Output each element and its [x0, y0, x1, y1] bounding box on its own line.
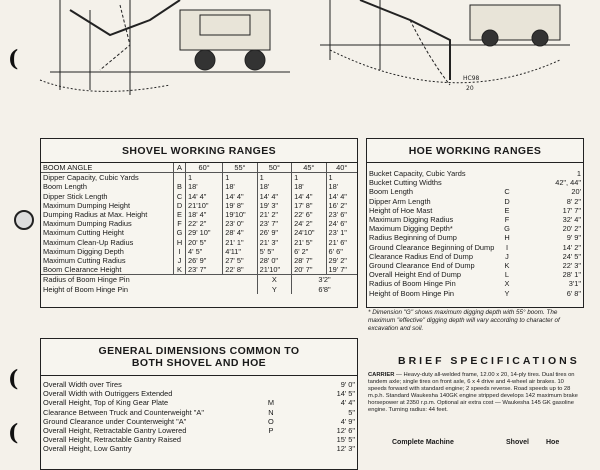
row-letter: X — [257, 275, 291, 285]
row-label: Maximum Clean-Up Radius — [43, 237, 134, 247]
row-label: Overall Height, Retractable Gantry Raised — [43, 435, 182, 445]
row-label: Maximum Dumping Height — [43, 200, 131, 210]
row-letter: K — [174, 265, 186, 275]
shovel-row — [41, 192, 357, 201]
row-value: 21' 1" — [223, 238, 257, 247]
row-label: Ground Clearance End of Dump — [369, 261, 475, 271]
row-value: 14' 4" — [186, 192, 223, 201]
row-label: Radius of Boom Hinge Pin — [369, 279, 456, 289]
hoe-row — [367, 169, 583, 178]
row-label: Boom Length — [43, 182, 87, 192]
row-value: 21' 5" — [292, 238, 326, 247]
row-letter — [255, 389, 287, 398]
row-value: 14' 4" — [223, 192, 257, 201]
shovel-title: SHOVEL WORKING RANGES — [41, 139, 357, 163]
machine-drawing — [30, 0, 590, 100]
row-value: 24' 2" — [292, 219, 326, 228]
row-letter: I — [505, 242, 509, 252]
shovel-working-ranges-panel — [40, 138, 358, 308]
shovel-row — [41, 210, 357, 219]
specs-col-shovel: Shovel — [506, 439, 529, 446]
row-value: 14' 2" — [562, 242, 581, 252]
general-title-line2: BOTH SHOVEL AND HOE — [41, 357, 357, 376]
row-value: 22' 3" — [562, 261, 581, 271]
row-value: 5" — [348, 407, 355, 417]
row-letter: J — [505, 251, 509, 261]
row-value: 27' 5" — [223, 256, 257, 265]
row-label: Overall Height End of Dump — [369, 270, 462, 280]
shovel-row — [41, 256, 357, 265]
row-letter: I — [174, 247, 186, 256]
row-value: 3'2" — [292, 275, 357, 285]
row-label: Clearance Radius End of Dump — [369, 251, 473, 261]
row-value: 18' — [326, 182, 357, 191]
general-row — [41, 444, 357, 453]
row-value: 6'8" — [292, 285, 357, 294]
hoe-row — [367, 197, 583, 206]
row-value: 18' — [223, 182, 257, 191]
row-letter: P — [268, 426, 274, 436]
row-label: Maximum Dumping Radius — [43, 219, 132, 229]
row-value: 20' 2" — [562, 224, 581, 234]
row-value: 23' 1" — [326, 228, 357, 237]
row-label: Radius of Boom Hinge Pin — [41, 275, 186, 285]
row-value: 6' 2" — [292, 247, 326, 256]
row-value: 22' 6" — [292, 210, 326, 219]
row-value: 6' 8" — [566, 288, 581, 298]
row-letter — [255, 444, 287, 453]
row-value: 1 — [292, 173, 326, 183]
row-value: 4' 5" — [186, 247, 223, 256]
row-letter: D — [174, 201, 186, 210]
row-letter: L — [504, 270, 510, 280]
hoe-working-ranges-panel — [366, 138, 584, 308]
row-letter: C — [174, 192, 186, 201]
general-row — [41, 408, 357, 417]
hoe-row — [367, 215, 583, 224]
row-value: 4'11" — [223, 247, 257, 256]
row-value: 12' 6" — [336, 426, 355, 436]
specs-col-hoe: Hoe — [546, 439, 560, 446]
angle-header: 40° — [326, 163, 357, 173]
row-letter — [496, 169, 517, 178]
row-label: Clearance Between Truck and Counterweight "A" — [43, 407, 204, 417]
row-value: 20' 7" — [292, 265, 326, 275]
carrier-label: CARRIER — [368, 372, 395, 378]
row-label: Dipper Arm Length — [369, 196, 431, 206]
row-value: 21' 2" — [257, 210, 291, 219]
general-title-line1: GENERAL DIMENSIONS COMMON TO — [98, 345, 300, 357]
row-letter: F — [174, 219, 186, 228]
row-label: Overall Height, Retractable Gantry Lowered — [43, 426, 187, 436]
boom-angle-label: BOOM ANGLE — [41, 163, 174, 173]
row-value: 26' 9" — [257, 228, 291, 237]
row-label: Boom Clearance Height — [43, 265, 122, 275]
row-value: 17' 7" — [562, 205, 581, 215]
general-row — [41, 380, 357, 389]
general-row — [41, 435, 357, 444]
row-label: Overall Height, Top of King Gear Plate — [43, 398, 169, 408]
hoe-footnote: * Dimension "G" shows maximum digging depth with 55° boom. The maximum "effective" digging depth will vary according to character of excavation and soil. — [368, 309, 560, 333]
row-value: 22' 8" — [223, 265, 257, 275]
hoe-table — [367, 169, 583, 298]
row-value: 29' 10" — [186, 228, 223, 237]
row-label: Maximum Cutting Radius — [43, 256, 126, 266]
row-letter: E — [504, 205, 510, 215]
row-label: Dipper Capacity, Cubic Yards — [43, 173, 139, 183]
row-value: 4' 4" — [340, 398, 355, 408]
shovel-table — [41, 163, 357, 294]
hoe-row — [367, 261, 583, 270]
shovel-hinge-row — [41, 285, 357, 294]
hoe-row — [367, 243, 583, 252]
hoe-row — [367, 224, 583, 233]
row-letter: Y — [257, 285, 291, 294]
shovel-row — [41, 228, 357, 237]
row-value: 19' 8" — [223, 201, 257, 210]
carrier-spec — [368, 372, 582, 413]
row-letter: K — [504, 261, 510, 271]
row-letter: H — [504, 233, 510, 243]
general-dimensions-panel — [40, 338, 358, 470]
shovel-row — [41, 238, 357, 247]
row-value: 18' — [186, 182, 223, 191]
row-value: 21'10" — [186, 201, 223, 210]
row-label: Boom Length — [369, 187, 413, 197]
row-value: 18' — [257, 182, 291, 191]
drawing-label-2: 20 — [466, 85, 474, 92]
shovel-hinge-row — [41, 275, 357, 285]
row-letter: D — [504, 196, 510, 206]
row-value: 24' 5" — [562, 251, 581, 261]
general-table — [41, 380, 357, 454]
row-value: 28' 0" — [257, 256, 291, 265]
hoe-row — [367, 289, 583, 298]
row-value: 28' 7" — [292, 256, 326, 265]
row-value: 22' 2" — [186, 219, 223, 228]
row-label: Height of Boom Hinge Pin — [369, 288, 455, 298]
row-value: 14' 4" — [292, 192, 326, 201]
shovel-row — [41, 265, 357, 275]
row-value: 18' — [292, 182, 326, 191]
row-value: 24'10" — [292, 228, 326, 237]
row-letter: H — [174, 238, 186, 247]
row-value: 1 — [186, 173, 223, 183]
row-letter: N — [268, 407, 274, 417]
row-letter: O — [268, 416, 274, 426]
row-label: Maximum Digging Radius — [369, 215, 454, 225]
hoe-row — [367, 206, 583, 215]
row-letter: C — [504, 187, 510, 197]
row-label: Radius Beginning of Dump — [369, 233, 457, 243]
row-label: Ground Clearance Beginning of Dump — [369, 242, 495, 252]
row-value: 19'10" — [223, 210, 257, 219]
angle-header: 50° — [257, 163, 291, 173]
row-value: 29' 2" — [326, 256, 357, 265]
row-letter: X — [504, 279, 510, 289]
row-value: 14' 5" — [336, 389, 355, 399]
row-value: 23' 0" — [223, 219, 257, 228]
general-row — [41, 389, 357, 398]
row-letter: G — [174, 228, 186, 237]
row-label: Height of Boom Hinge Pin — [43, 284, 129, 294]
row-letter — [174, 173, 186, 183]
row-letter: M — [267, 398, 274, 408]
binder-hole-icon: ( — [8, 46, 19, 72]
row-value: 9' 0" — [340, 380, 355, 389]
row-value: 24' 6" — [326, 219, 357, 228]
row-value: 21' 3" — [257, 238, 291, 247]
specs-col-complete-machine: Complete Machine — [392, 439, 454, 446]
row-value: 15' 5" — [336, 435, 355, 445]
row-value: 21' 6" — [326, 238, 357, 247]
row-value: 1 — [223, 173, 257, 183]
angle-header: 45° — [292, 163, 326, 173]
row-label: Overall Width with Outriggers Extended — [43, 389, 173, 399]
boom-angle-letter: A — [174, 163, 186, 173]
row-label: Overall Width over Tires — [43, 380, 122, 389]
angle-header: 60° — [186, 163, 223, 173]
hoe-row — [367, 270, 583, 279]
shovel-row — [41, 201, 357, 210]
general-row — [41, 398, 357, 407]
row-label: Bucket Capacity, Cubic Yards — [369, 169, 466, 178]
general-row — [41, 426, 357, 435]
row-value: 32' 4" — [562, 215, 581, 225]
row-value: 28' 1" — [562, 270, 581, 280]
angle-header: 55° — [223, 163, 257, 173]
row-letter: Y — [504, 288, 510, 298]
row-label: Ground Clearance under Counterweight "A" — [43, 416, 187, 426]
row-value: 9' 9" — [566, 233, 581, 243]
row-letter: F — [504, 215, 510, 225]
shovel-row — [41, 182, 357, 191]
binder-hole-icon: ( — [8, 420, 19, 446]
row-label: Maximum Digging Depth — [43, 246, 124, 256]
row-value: 19' 7" — [326, 265, 357, 275]
row-letter — [496, 178, 517, 187]
hoe-row — [367, 252, 583, 261]
hoe-row — [367, 279, 583, 288]
row-value: 23' 7" — [186, 265, 223, 275]
binder-hole-icon: ( — [8, 366, 19, 392]
row-value: 8' 2" — [566, 196, 581, 206]
row-value: 19' 3" — [257, 201, 291, 210]
row-letter: B — [174, 182, 186, 191]
row-value: 18' 4" — [186, 210, 223, 219]
row-label: Height of Hoe Mast — [369, 205, 433, 215]
row-value: 1 — [257, 173, 291, 183]
row-value: 28' 4" — [223, 228, 257, 237]
row-value: 3'1" — [568, 279, 581, 289]
general-row — [41, 417, 357, 426]
row-label: Dipper Stick Length — [43, 191, 108, 201]
shovel-row — [41, 173, 357, 183]
shovel-row — [41, 219, 357, 228]
hoe-row — [367, 187, 583, 196]
row-value: 5' 5" — [257, 247, 291, 256]
row-letter — [255, 380, 287, 389]
row-label: Maximum Digging Depth* — [369, 224, 453, 234]
row-value: 20' — [571, 187, 581, 197]
row-value: 21'10" — [257, 265, 291, 275]
hoe-row — [367, 178, 583, 187]
row-value: 4' 9" — [340, 416, 355, 426]
row-value: 12' 3" — [336, 444, 355, 454]
shovel-row — [41, 247, 357, 256]
row-letter: J — [174, 256, 186, 265]
row-value: 20' 5" — [186, 238, 223, 247]
row-value: 23' 7" — [257, 219, 291, 228]
binder-ring-icon — [14, 210, 34, 230]
row-value: 14' 4" — [257, 192, 291, 201]
row-value: 1 — [576, 169, 581, 178]
row-letter — [255, 435, 287, 444]
carrier-text: — Heavy-duty all-welded frame, 12.00 x 20, 14-ply tires. Dual tires on tandem axle; single tires on front axle, 6 x 4 drive and 4-wheel air brakes. 10 speeds forward with standard engine; 2 speeds reverse. Road speeds up to 28 m.p.h. Standard Waukesha 140GK engine stripped develops 142 maximum brake horsepower at 2350 r.p.m. Optional air extra cost — Waukesha 145 GK gasoline engine. Turning radius: 44 feet. — [368, 372, 578, 413]
row-value: 26' 9" — [186, 256, 223, 265]
row-value: 17' 8" — [292, 201, 326, 210]
row-label: Maximum Cutting Height — [43, 228, 124, 238]
row-value: 1 — [326, 173, 357, 183]
row-label: Bucket Cutting Widths — [369, 178, 442, 188]
drawing-label-1: HC98 — [463, 75, 480, 82]
brief-specs-title: BRIEF SPECIFICATIONS — [398, 355, 580, 367]
row-letter: G — [504, 224, 510, 234]
row-value: 16' 2" — [326, 201, 357, 210]
row-value: 23' 6" — [326, 210, 357, 219]
row-value: 42", 44" — [555, 178, 581, 188]
row-value: 6' 6" — [326, 247, 357, 256]
row-label: Dumping Radius at Max. Height — [43, 210, 148, 220]
row-letter: E — [174, 210, 186, 219]
hoe-row — [367, 233, 583, 242]
row-label: Overall Height, Low Gantry — [43, 444, 132, 454]
row-value: 14' 4" — [326, 192, 357, 201]
hoe-title: HOE WORKING RANGES — [367, 139, 583, 163]
